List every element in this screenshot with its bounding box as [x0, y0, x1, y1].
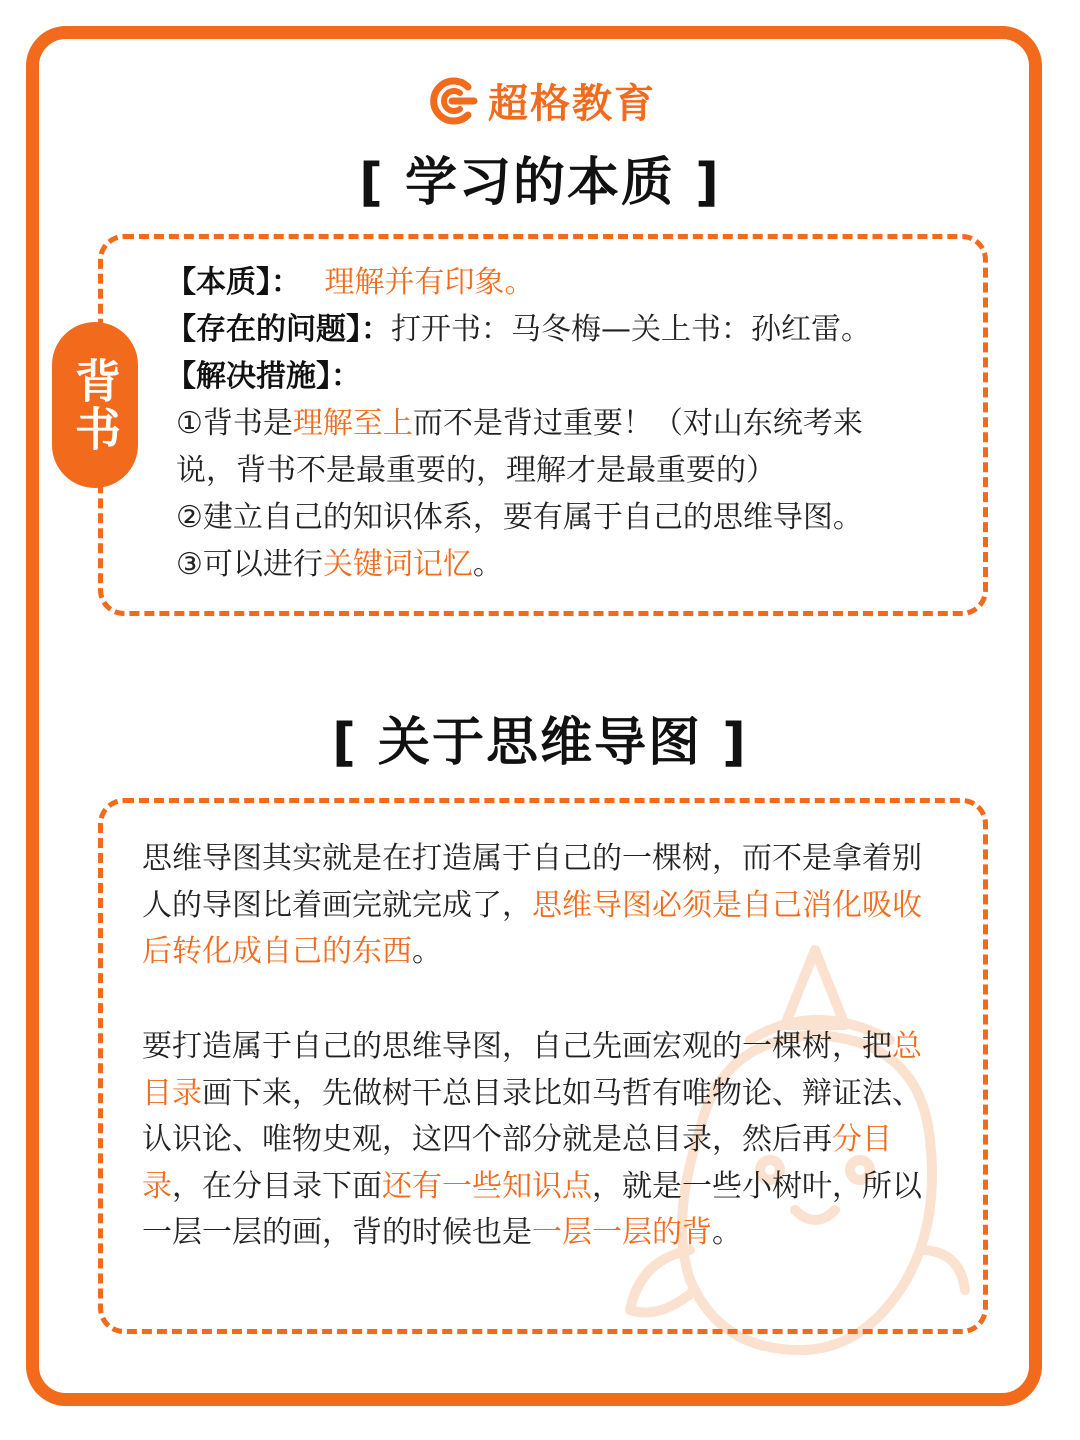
p2-text-e: 的背 [652, 1215, 712, 1250]
essence-value: 理解并有印象。 [324, 265, 535, 300]
solution-item-2 [176, 495, 863, 541]
solution-line [166, 354, 361, 400]
brand-name: 超格教育 [488, 81, 656, 127]
essence-label: 【本质】： [166, 265, 301, 300]
recite-tag-label: 背书 [68, 357, 122, 453]
p2-highlight-3: 还有一些知识点 [382, 1168, 592, 1204]
p2-highlight-2: 分目录 [142, 1122, 892, 1204]
solution-item-1 [176, 401, 863, 447]
item1-highlight: 理解至上 [292, 406, 413, 441]
essence-line [166, 260, 535, 306]
p2-highlight-4: 一层一层 [532, 1215, 652, 1250]
p2-text-b: 画下来，先做树干总目录比如马哲有唯物论、辩证法、认识论、唯物史观，这四个部分就是总目录，然后再 [142, 1075, 922, 1157]
p2-text-c: ，在分目录下面 [172, 1168, 382, 1204]
mindmap-paragraph-2 [142, 1024, 950, 1257]
p2-text-f: 。 [712, 1215, 742, 1250]
p1-highlight: 思维导图必须是自己消化吸收后转化成自己的东西 [142, 887, 922, 969]
problem-label: 【存在的问题】： [166, 312, 391, 347]
brand-g-icon [424, 75, 480, 127]
mindmap-paragraph-1 [142, 836, 950, 976]
item3-text-b: 。 [472, 547, 503, 582]
recite-tag [52, 322, 138, 488]
section1-title: [ 学习的本质 ] [359, 153, 721, 213]
item1-text-c: 说，背书不是最重要的，理解才是最重要的） [176, 453, 776, 488]
p2-text-d: ，就是一些小树叶，所以一层一层的画，背的时候也是 [142, 1168, 922, 1250]
item2-text: ②建立自己的知识体系，要有属于自己的思维导图。 [176, 500, 863, 535]
section2-title: [ 关于思维导图 ] [332, 713, 748, 773]
p2-text-a: 要打造属于自己的思维导图，自己先画宏观的一棵树，把 [142, 1029, 892, 1064]
solution-item-3 [176, 542, 503, 588]
solution-item-1-cont [176, 448, 776, 494]
item3-highlight: 关键词记忆 [322, 547, 473, 582]
p2-highlight-1: 总目录 [142, 1029, 922, 1111]
brand-logo [0, 72, 1080, 129]
problem-value: 打开书：马冬梅—关上书：孙红雷。 [391, 312, 871, 347]
item3-text-a: ③可以进行 [176, 547, 323, 582]
p1-text-b: 。 [412, 934, 442, 969]
problem-line [166, 307, 871, 353]
solution-label: 【解决措施】： [166, 359, 361, 394]
item1-text-b: 而不是背过重要！（对山东统考来 [412, 406, 863, 441]
item1-text-a: ①背书是 [176, 406, 293, 441]
p1-text-a: 思维导图其实就是在打造属于自己的一棵树，而不是拿着别人的导图比着画完就完成了， [142, 841, 922, 923]
